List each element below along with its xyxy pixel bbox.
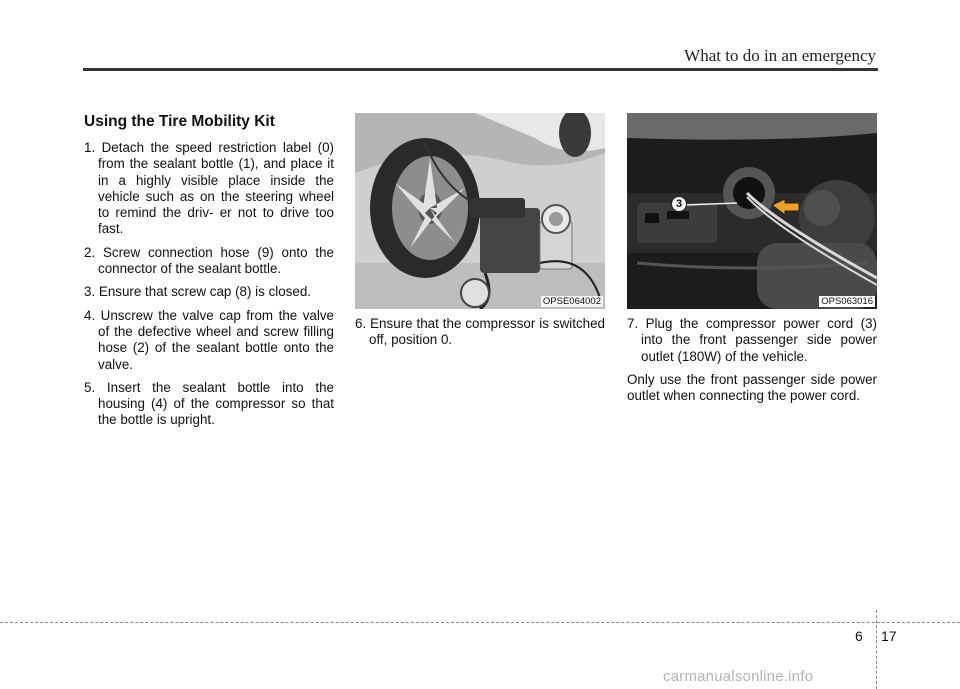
step-2: 2. Screw connection hose (9) onto the connector of the sealant bottle.: [84, 244, 334, 277]
section-title: Using the Tire Mobility Kit: [84, 113, 275, 130]
page-number-divider: [876, 610, 877, 689]
step-4: 4. Unscrew the valve cap from the valve of the defective wheel and screw filling hose (2) of the sealant bottle onto the valve.: [84, 307, 334, 372]
step-1: 1. Detach the speed restriction label (0) from the sealant bottle (1), and place it in a highly visible place inside the vehicle such as on the steering wheel to remind the driv- er not to drive too fast.: [84, 140, 334, 237]
figure-code: OPS063016: [821, 296, 873, 307]
compressor-photo: [355, 113, 605, 309]
chapter-number: 6: [855, 628, 863, 644]
footer-divider: [0, 622, 960, 623]
power-outlet-note: Only use the front passenger side power outlet when connecting the power cord.: [627, 371, 877, 404]
figure-code: OPSE064002: [542, 296, 601, 307]
steps-column-2: [355, 316, 605, 356]
steps-column-3: [627, 316, 877, 411]
step-5: 5. Insert the sealant bottle into the housing (4) of the compressor so that the bottle is upright.: [84, 379, 334, 428]
callout-badge: 3: [671, 196, 687, 212]
watermark: carmanualsonline.info: [663, 668, 814, 685]
power-outlet-illustration: [627, 113, 877, 309]
header-title: What to do in an emergency: [684, 46, 876, 65]
page-number: 17: [881, 628, 897, 644]
step-3: 3. Ensure that screw cap (8) is closed.: [84, 284, 311, 300]
step-6: 6. Ensure that the compressor is switched off, position 0.: [355, 316, 605, 348]
power-outlet-photo: [627, 113, 877, 309]
compressor-illustration: [355, 113, 605, 309]
header-rule: [83, 68, 878, 71]
step-7: 7. Plug the compressor power cord (3) into the front passenger side power outlet (180W) of the vehicle.: [627, 316, 877, 364]
steps-column-1: [84, 140, 334, 436]
